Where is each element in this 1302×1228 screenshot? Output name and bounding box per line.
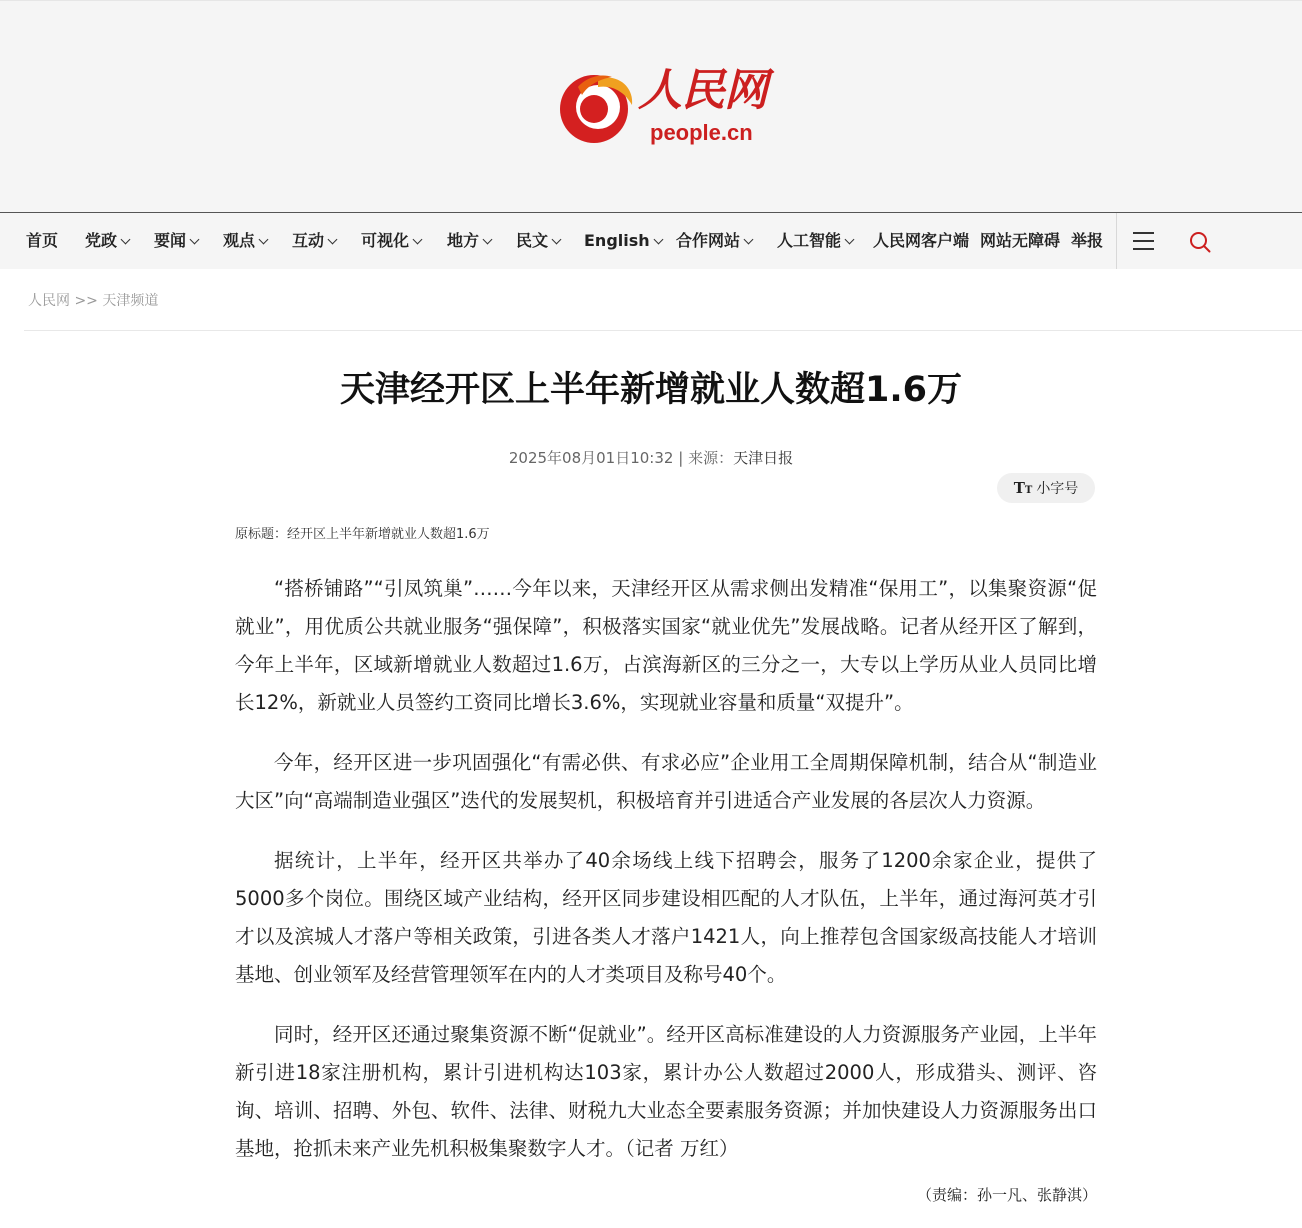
nav-item-home[interactable]: 首页 bbox=[26, 231, 59, 250]
hamburger-menu-icon[interactable] bbox=[1133, 230, 1155, 252]
header-band bbox=[0, 0, 1302, 212]
meta-separator: | bbox=[678, 449, 684, 467]
article-paragraph: 同时，经开区还通过聚集资源不断“促就业”。经开区高标准建设的人力资源服务产业园，上半年新引进18家注册机构，累计引进机构达103家，累计办公人数超过2000人，形成猎头、测评、咨询、培训、招聘、外包、软件、法律、财税九大业态全要素服务资源；并加快建设人力资源服务出口基地，抢抓未来产业先机积极集聚数字人才。（记者 万红） bbox=[235, 1023, 1097, 1160]
font-size-toggle-button[interactable] bbox=[997, 473, 1095, 503]
breadcrumb bbox=[28, 290, 158, 310]
logo-text-cn: 人民网 bbox=[638, 65, 767, 116]
site-logo[interactable] bbox=[558, 65, 774, 145]
nav-item-visual[interactable]: 可视化 bbox=[361, 213, 421, 269]
article-body bbox=[235, 570, 1097, 1190]
editor-credit: （责编：孙一凡、张静淇） bbox=[916, 1186, 1097, 1204]
chevron-down-icon bbox=[413, 235, 423, 245]
font-size-icon: TT bbox=[1013, 479, 1033, 497]
nav-item-app[interactable]: 人民网客户端 bbox=[873, 231, 970, 250]
nav-divider bbox=[1116, 213, 1117, 269]
chevron-down-icon bbox=[328, 235, 338, 245]
chevron-down-icon bbox=[483, 235, 493, 245]
chevron-down-icon bbox=[744, 235, 754, 245]
breadcrumb-channel-link[interactable]: 天津频道 bbox=[102, 293, 159, 309]
article-paragraph: 今年，经开区进一步巩固强化“有需必供、有求必应”企业用工全周期保障机制，结合从“制造业大区”向“高端制造业强区”迭代的发展契机，积极培育并引进适合产业发展的各层次人力资源。 bbox=[235, 751, 1097, 812]
nav-item-news[interactable]: 要闻 bbox=[154, 213, 198, 269]
logo-text-en: people.cn bbox=[650, 120, 753, 145]
nav-item-partners[interactable]: 合作网站 bbox=[676, 213, 752, 269]
nav-item-accessibility[interactable]: 网站无障碍 bbox=[980, 231, 1061, 250]
original-title: 原标题：经开区上半年新增就业人数超1.6万 bbox=[235, 527, 490, 542]
chevron-down-icon bbox=[190, 235, 200, 245]
chevron-down-icon bbox=[259, 235, 269, 245]
search-icon[interactable] bbox=[1188, 230, 1212, 254]
article-paragraph: 据统计，上半年，经开区共举办了40余场线上线下招聘会，服务了1200余家企业，提供了5000多个岗位。围绕区域产业结构，经开区同步建设相匹配的人才队伍，上半年，通过海河英才引才以及滨城人才落户等相关政策，引进各类人才落户1421人，向上推荐包含国家级高技能人才培训基地、创业领军及经营管理领军在内的人才类项目及称号40个。 bbox=[235, 849, 1097, 986]
font-size-label: 小字号 bbox=[1036, 481, 1079, 497]
nav-item-english[interactable]: English bbox=[584, 213, 662, 269]
breadcrumb-separator: >> bbox=[74, 293, 98, 309]
people-logo-icon bbox=[558, 69, 634, 145]
nav-item-opinion[interactable]: 观点 bbox=[223, 213, 267, 269]
source-link[interactable]: 天津日报 bbox=[733, 449, 794, 467]
article-title: 天津经开区上半年新增就业人数超1.6万 bbox=[339, 370, 962, 410]
chevron-down-icon bbox=[552, 235, 562, 245]
article-meta bbox=[0, 447, 1302, 469]
nav-item-ai[interactable]: 人工智能 bbox=[777, 213, 853, 269]
article-datetime: 2025年08月01日10:32 bbox=[508, 449, 674, 467]
nav-item-minority[interactable]: 民文 bbox=[516, 213, 560, 269]
chevron-down-icon bbox=[121, 235, 131, 245]
nav-item-local[interactable]: 地方 bbox=[447, 213, 491, 269]
breadcrumb-divider bbox=[24, 330, 1302, 331]
main-nav bbox=[0, 212, 1302, 269]
nav-item-party[interactable]: 党政 bbox=[85, 213, 129, 269]
source-label: 来源： bbox=[688, 449, 734, 467]
chevron-down-icon bbox=[653, 235, 663, 245]
nav-item-interact[interactable]: 互动 bbox=[292, 213, 336, 269]
nav-item-report[interactable]: 举报 bbox=[1071, 231, 1104, 250]
article-paragraph: “搭桥铺路”“引凤筑巢”……今年以来，天津经开区从需求侧出发精准“保用工”，以集聚资源“促就业”，用优质公共就业服务“强保障”，积极落实国家“就业优先”发展战略。记者从经开区了解到，今年上半年，区域新增就业人数超过1.6万，占滨海新区的三分之一，大专以上学历从业人员同比增长12%，新就业人员签约工资同比增长3.6%，实现就业容量和质量“双提升”。 bbox=[235, 577, 1097, 714]
chevron-down-icon bbox=[845, 235, 855, 245]
breadcrumb-home-link[interactable]: 人民网 bbox=[28, 293, 70, 309]
